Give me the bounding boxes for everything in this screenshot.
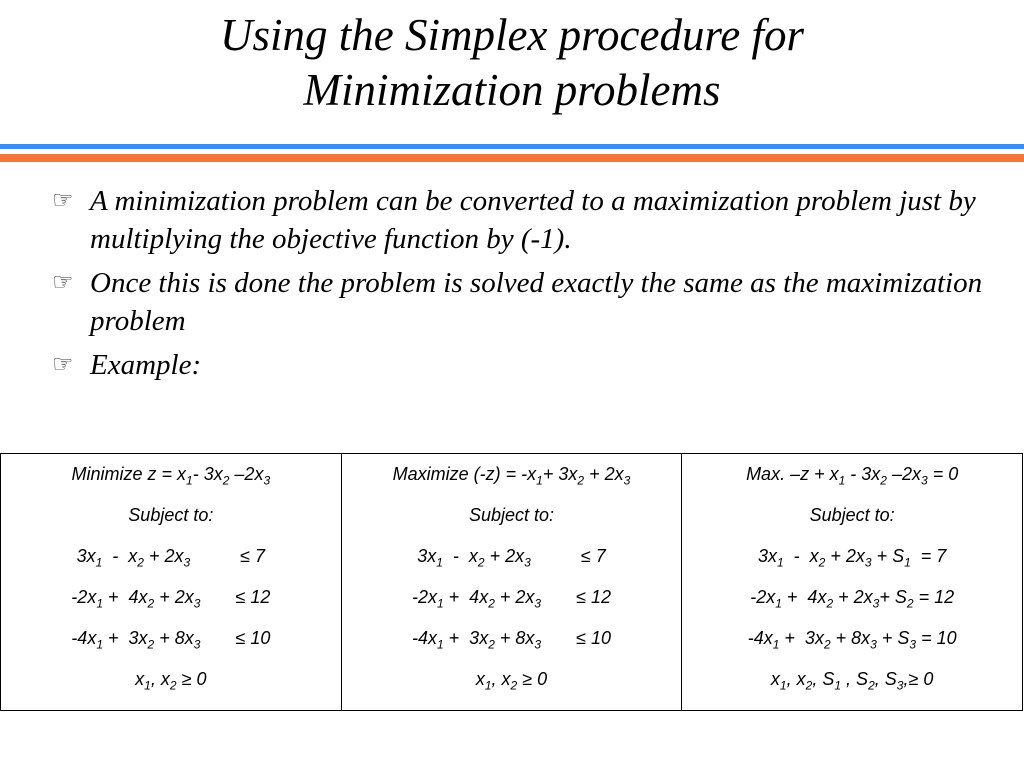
bullet-item [52, 182, 1002, 258]
minimize-column [1, 454, 342, 711]
standard-form-column [682, 454, 1023, 711]
bullet-item [52, 346, 1002, 384]
slide-title [0, 8, 1024, 118]
constraint-line: $-4x_1 + 3x_2 + 8x_3$ ≤ 10 [411, 628, 612, 652]
objective-line: Maximize $(-z) = -x_1+ 3x_2 + 2x_3$ [392, 464, 631, 488]
pointing-hand-icon: ☞ [52, 188, 74, 214]
bullet-text: Example: [90, 349, 202, 381]
nonnegativity-line: $x_1$, $x_2 \ge 0$ [135, 669, 207, 693]
example-table [0, 453, 1023, 711]
table-row [1, 454, 1023, 711]
maximize-column [341, 454, 682, 711]
constraint-line: $-2x_1 + 4x_2 + 2x_3+ S_2 = 12$ [750, 587, 955, 611]
constraint-line: $3x_1 - x_2 + 2x_3$ ≤ 7 [417, 546, 606, 570]
bullet-item [52, 264, 1002, 340]
title-line-2: Minimization problems [303, 65, 721, 115]
constraint-line: $3x_1 - x_2 + 2x_3 + S_1 = 7$ [757, 546, 947, 570]
constraint-line: $-2x_1 + 4x_2 + 2x_3$ ≤ 12 [411, 587, 612, 611]
objective-line: Minimize $z = x_1-$ $3x_2$ $-2x_3$ [71, 464, 271, 488]
bullet-text: A minimization problem can be converted to a maximization problem just by multiplying the objective function by (-1). [90, 185, 976, 255]
constraint-line: $-4x_1 + 3x_2 + 8x_3 + S_3 = 10$ [747, 628, 957, 652]
subject-to-label: Subject to: [128, 505, 214, 525]
nonnegativity-line: $x_1$, $x_2 \ge 0$ [475, 669, 548, 693]
title-line-1: Using the Simplex procedure for [219, 10, 805, 60]
constraint-line: $3x_1 - x_2 + 2x_3$ ≤ 7 [76, 546, 266, 570]
constraint-line: $-2x_1 + 4x_2 + 2x_3$ ≤ 12 [71, 587, 271, 611]
objective-line: Max. $-z + x_1 - 3x_2$ $-2x_3 = 0$ [746, 464, 959, 488]
subject-to-label: Subject to: [468, 505, 555, 525]
subject-to-label: Subject to: [809, 505, 895, 525]
orange-divider [0, 154, 1024, 162]
constraint-line: $-4x_1 + 3x_2 + 8x_3$ ≤ 10 [71, 628, 271, 652]
blue-divider [0, 144, 1024, 149]
bullet-text: Once this is done the problem is solved exactly the same as the maximization problem [90, 267, 983, 337]
pointing-hand-icon: ☞ [52, 352, 74, 378]
bullet-list [52, 182, 1002, 390]
pointing-hand-icon: ☞ [52, 270, 74, 296]
nonnegativity-line: $x_1$, $x_2$, $S_1$ , $S_2$, $S_3,\ge 0$ [770, 669, 934, 693]
